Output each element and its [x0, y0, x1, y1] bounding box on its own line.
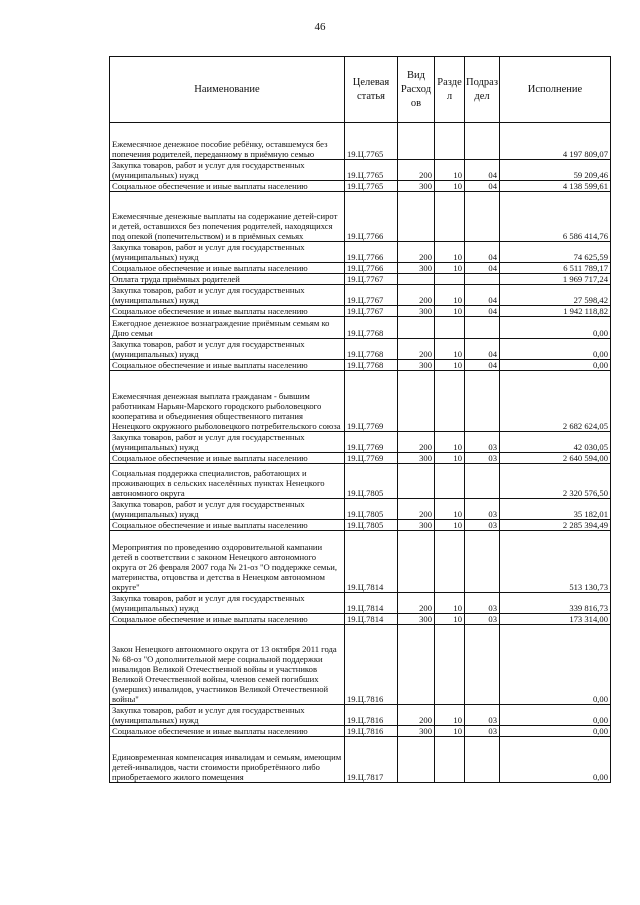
- table-row: [110, 123, 611, 160]
- row-section: 10: [435, 453, 465, 464]
- table-row: [110, 371, 611, 432]
- row-expense-type: 200: [398, 242, 435, 263]
- row-target-article: 19.Ц.7805: [345, 520, 398, 531]
- row-section: [435, 737, 465, 783]
- row-target-article: 19.Ц.7768: [345, 360, 398, 371]
- row-target-article: 19.Ц.7816: [345, 726, 398, 737]
- row-expense-type: 200: [398, 593, 435, 614]
- row-subsection: 04: [465, 339, 500, 360]
- table-row: [110, 726, 611, 737]
- row-subsection: 04: [465, 181, 500, 192]
- row-expense-type: [398, 274, 435, 285]
- row-section: [435, 531, 465, 593]
- row-expense-type: 200: [398, 160, 435, 181]
- row-expense-type: [398, 317, 435, 339]
- row-subsection: 04: [465, 285, 500, 306]
- table-row: [110, 285, 611, 306]
- table-row: [110, 317, 611, 339]
- row-section: 10: [435, 306, 465, 317]
- row-name: Закон Ненецкого автономного округа от 13 октября 2011 года № 68-оз "О дополнительной мере социальной поддержки инвалидов Великой Отечественной войны и участников Великой Отечественной войны, членов семей погибших (умерших) инвалидов, участников Великой Отечественной войны": [110, 625, 345, 705]
- header-target-article: Целевая статья: [345, 57, 398, 123]
- row-name: Ежегодное денежное вознаграждение приёмным семьям ко Дню семьи: [110, 317, 345, 339]
- row-section: 10: [435, 242, 465, 263]
- table-row: [110, 614, 611, 625]
- row-target-article: 19.Ц.7767: [345, 306, 398, 317]
- row-section: 10: [435, 160, 465, 181]
- row-target-article: 19.Ц.7816: [345, 705, 398, 726]
- row-target-article: 19.Ц.7816: [345, 625, 398, 705]
- row-target-article: 19.Ц.7805: [345, 499, 398, 520]
- row-name: Социальное обеспечение и иные выплаты населению: [110, 453, 345, 464]
- row-name: Ежемесячное денежное пособие ребёнку, оставшемуся без попечения родителей, переданному в приёмную семью: [110, 123, 345, 160]
- budget-execution-table: [109, 56, 611, 783]
- row-expense-type: 200: [398, 285, 435, 306]
- row-name: Закупка товаров, работ и услуг для государственных (муниципальных) нужд: [110, 499, 345, 520]
- row-name: Социальное обеспечение и иные выплаты населению: [110, 360, 345, 371]
- row-section: [435, 317, 465, 339]
- row-execution-amount: 35 182,01: [500, 499, 611, 520]
- row-expense-type: [398, 123, 435, 160]
- row-subsection: [465, 625, 500, 705]
- table-row: [110, 339, 611, 360]
- row-execution-amount: 42 030,05: [500, 432, 611, 453]
- table-row: [110, 520, 611, 531]
- row-section: [435, 192, 465, 242]
- row-expense-type: [398, 531, 435, 593]
- row-subsection: 03: [465, 593, 500, 614]
- row-subsection: 03: [465, 453, 500, 464]
- row-expense-type: 200: [398, 339, 435, 360]
- row-expense-type: 300: [398, 453, 435, 464]
- row-expense-type: [398, 737, 435, 783]
- table-row: [110, 625, 611, 705]
- row-execution-amount: 74 625,59: [500, 242, 611, 263]
- row-subsection: [465, 531, 500, 593]
- table-row: [110, 432, 611, 453]
- row-execution-amount: 2 285 394,49: [500, 520, 611, 531]
- row-name: Социальное обеспечение и иные выплаты населению: [110, 614, 345, 625]
- row-section: 10: [435, 593, 465, 614]
- row-target-article: 19.Ц.7765: [345, 181, 398, 192]
- row-expense-type: 200: [398, 499, 435, 520]
- header-expense-type: Вид Расход ов: [398, 57, 435, 123]
- table-row: [110, 499, 611, 520]
- row-section: 10: [435, 432, 465, 453]
- row-expense-type: 200: [398, 432, 435, 453]
- row-name: Социальная поддержка специалистов, работающих и проживающих в сельских населённых пунктах Ненецкого автономного округа: [110, 464, 345, 499]
- row-subsection: 03: [465, 705, 500, 726]
- row-section: 10: [435, 614, 465, 625]
- row-target-article: 19.Ц.7805: [345, 464, 398, 499]
- row-execution-amount: 173 314,00: [500, 614, 611, 625]
- row-subsection: [465, 317, 500, 339]
- row-execution-amount: 0,00: [500, 360, 611, 371]
- row-name: Социальное обеспечение и иные выплаты населению: [110, 306, 345, 317]
- row-target-article: 19.Ц.7766: [345, 263, 398, 274]
- row-section: 10: [435, 726, 465, 737]
- row-execution-amount: 6 586 414,76: [500, 192, 611, 242]
- row-name: Закупка товаров, работ и услуг для государственных (муниципальных) нужд: [110, 593, 345, 614]
- row-name: Социальное обеспечение и иные выплаты населению: [110, 263, 345, 274]
- table-header-row: [110, 57, 611, 123]
- row-section: 10: [435, 181, 465, 192]
- row-subsection: [465, 371, 500, 432]
- row-expense-type: [398, 464, 435, 499]
- row-name: Социальное обеспечение и иные выплаты населению: [110, 726, 345, 737]
- row-execution-amount: 0,00: [500, 339, 611, 360]
- row-subsection: 04: [465, 263, 500, 274]
- row-name: Мероприятия по проведению оздоровительной кампании детей в соответствии с законом Ненецкого автономного округа от 26 февраля 2007 года № 21-оз "О поддержке семьи, материнства, отцовства и детства в Ненецком автономном округе": [110, 531, 345, 593]
- table-row: [110, 306, 611, 317]
- row-execution-amount: 27 598,42: [500, 285, 611, 306]
- row-expense-type: 300: [398, 614, 435, 625]
- row-name: Закупка товаров, работ и услуг для государственных (муниципальных) нужд: [110, 339, 345, 360]
- row-target-article: 19.Ц.7767: [345, 285, 398, 306]
- row-execution-amount: 513 130,73: [500, 531, 611, 593]
- row-target-article: 19.Ц.7765: [345, 123, 398, 160]
- row-expense-type: 300: [398, 306, 435, 317]
- table-row: [110, 242, 611, 263]
- row-expense-type: [398, 371, 435, 432]
- row-subsection: [465, 123, 500, 160]
- row-execution-amount: 6 511 789,17: [500, 263, 611, 274]
- table-row: [110, 593, 611, 614]
- row-section: [435, 274, 465, 285]
- row-target-article: 19.Ц.7769: [345, 453, 398, 464]
- row-execution-amount: 1 969 717,24: [500, 274, 611, 285]
- row-name: Закупка товаров, работ и услуг для государственных (муниципальных) нужд: [110, 160, 345, 181]
- table-row: [110, 360, 611, 371]
- table-row: [110, 737, 611, 783]
- row-execution-amount: 2 640 594,00: [500, 453, 611, 464]
- row-name: Закупка товаров, работ и услуг для государственных (муниципальных) нужд: [110, 705, 345, 726]
- row-expense-type: 300: [398, 181, 435, 192]
- row-execution-amount: 59 209,46: [500, 160, 611, 181]
- row-execution-amount: 2 320 576,50: [500, 464, 611, 499]
- table-row: [110, 531, 611, 593]
- table-row: [110, 274, 611, 285]
- row-name: Социальное обеспечение и иные выплаты населению: [110, 520, 345, 531]
- row-execution-amount: 4 138 599,61: [500, 181, 611, 192]
- row-subsection: 04: [465, 306, 500, 317]
- row-subsection: [465, 274, 500, 285]
- row-section: 10: [435, 360, 465, 371]
- row-expense-type: [398, 192, 435, 242]
- row-target-article: 19.Ц.7769: [345, 371, 398, 432]
- row-name: Ежемесячные денежные выплаты на содержание детей-сирот и детей, оставшихся без попечения родителей, находящихся под опекой (попечительством) и в приёмных семьях: [110, 192, 345, 242]
- row-target-article: 19.Ц.7766: [345, 192, 398, 242]
- row-execution-amount: 0,00: [500, 705, 611, 726]
- row-target-article: 19.Ц.7766: [345, 242, 398, 263]
- row-target-article: 19.Ц.7767: [345, 274, 398, 285]
- page-number: 46: [314, 21, 326, 33]
- row-subsection: 03: [465, 432, 500, 453]
- row-name: Закупка товаров, работ и услуг для государственных (муниципальных) нужд: [110, 432, 345, 453]
- row-target-article: 19.Ц.7768: [345, 339, 398, 360]
- row-subsection: 03: [465, 499, 500, 520]
- header-section: Разде л: [435, 57, 465, 123]
- table-row: [110, 705, 611, 726]
- row-execution-amount: 1 942 118,82: [500, 306, 611, 317]
- row-expense-type: 300: [398, 726, 435, 737]
- row-section: [435, 371, 465, 432]
- row-target-article: 19.Ц.7814: [345, 593, 398, 614]
- row-subsection: 03: [465, 726, 500, 737]
- row-expense-type: 300: [398, 360, 435, 371]
- row-name: Закупка товаров, работ и услуг для государственных (муниципальных) нужд: [110, 242, 345, 263]
- row-subsection: [465, 464, 500, 499]
- row-name: Единовременная компенсация инвалидам и семьям, имеющим детей-инвалидов, части стоимости приобретённого либо приобретаемого жилого помещения: [110, 737, 345, 783]
- row-name: Социальное обеспечение и иные выплаты населению: [110, 181, 345, 192]
- row-subsection: 03: [465, 520, 500, 531]
- row-execution-amount: 0,00: [500, 726, 611, 737]
- row-subsection: [465, 737, 500, 783]
- row-subsection: 03: [465, 614, 500, 625]
- table-row: [110, 263, 611, 274]
- row-section: 10: [435, 339, 465, 360]
- row-subsection: [465, 192, 500, 242]
- row-section: [435, 625, 465, 705]
- header-name: Наименование: [110, 57, 345, 123]
- row-expense-type: 300: [398, 520, 435, 531]
- row-expense-type: 200: [398, 705, 435, 726]
- row-target-article: 19.Ц.7814: [345, 531, 398, 593]
- row-name: Закупка товаров, работ и услуг для государственных (муниципальных) нужд: [110, 285, 345, 306]
- table-row: [110, 464, 611, 499]
- row-subsection: 04: [465, 360, 500, 371]
- table-row: [110, 181, 611, 192]
- header-subsection: Подраз дел: [465, 57, 500, 123]
- row-target-article: 19.Ц.7765: [345, 160, 398, 181]
- table-row: [110, 160, 611, 181]
- row-target-article: 19.Ц.7817: [345, 737, 398, 783]
- row-subsection: 04: [465, 242, 500, 263]
- row-target-article: 19.Ц.7769: [345, 432, 398, 453]
- table-body: [110, 123, 611, 783]
- table-row: [110, 453, 611, 464]
- row-name: Оплата труда приёмных родителей: [110, 274, 345, 285]
- row-section: 10: [435, 520, 465, 531]
- row-expense-type: [398, 625, 435, 705]
- row-expense-type: 300: [398, 263, 435, 274]
- row-execution-amount: 0,00: [500, 317, 611, 339]
- header-execution: Исполнение: [500, 57, 611, 123]
- row-execution-amount: 339 816,73: [500, 593, 611, 614]
- row-subsection: 04: [465, 160, 500, 181]
- row-execution-amount: 2 682 624,05: [500, 371, 611, 432]
- row-execution-amount: 4 197 809,07: [500, 123, 611, 160]
- row-execution-amount: 0,00: [500, 625, 611, 705]
- row-section: [435, 123, 465, 160]
- row-target-article: 19.Ц.7814: [345, 614, 398, 625]
- row-target-article: 19.Ц.7768: [345, 317, 398, 339]
- table-row: [110, 192, 611, 242]
- row-section: [435, 464, 465, 499]
- row-section: 10: [435, 499, 465, 520]
- row-execution-amount: 0,00: [500, 737, 611, 783]
- row-section: 10: [435, 263, 465, 274]
- row-section: 10: [435, 705, 465, 726]
- row-section: 10: [435, 285, 465, 306]
- row-name: Ежемесячная денежная выплата гражданам - бывшим работникам Нарьян-Марского городского рыболовецкого кооператива и объединения общественного питания Ненецкого окружного рыболовецкого потребительского союза: [110, 371, 345, 432]
